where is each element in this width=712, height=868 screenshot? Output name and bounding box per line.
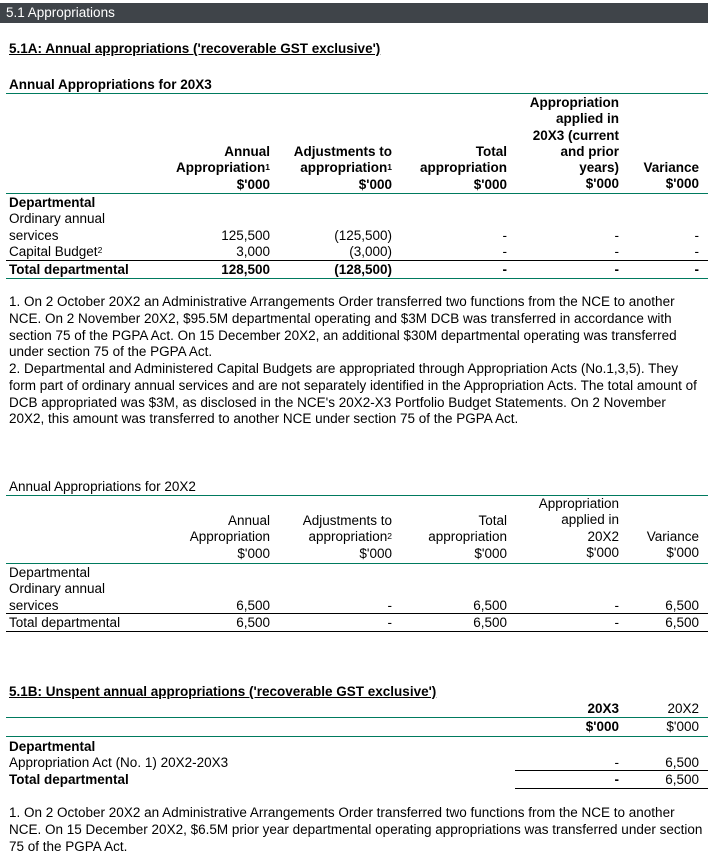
divider bbox=[6, 278, 708, 279]
column-header-appropriation-applied: Appropriation applied in 20X3 (current and prior years) $'000 bbox=[529, 95, 619, 192]
footnote-2: 2. Departmental and Administered Capital Budgets are appropriated through Appropriation Acts (No.1,3,5). They form part of ordinary annual services and are not separately identified in the Appropriation Acts. The total amount of DCB appropriated was $3M, as disclosed in the NCE's 20X2-X3 Portfolio Budget Statements. On 2 November 20X2, this amount was transferred to another NCE under section 75 of the PGPA Act. bbox=[9, 361, 697, 427]
table-cell-total: - bbox=[614, 615, 619, 630]
divider bbox=[6, 563, 708, 564]
table-cell: - bbox=[614, 244, 619, 259]
column-header-20x2: 20X2 bbox=[667, 701, 699, 716]
table-cell: - bbox=[614, 598, 619, 613]
table-cell-total: - bbox=[614, 772, 619, 787]
column-unit-20x2: $'000 bbox=[666, 719, 699, 734]
table-cell-total: 6,500 bbox=[236, 615, 270, 630]
table-cell: - bbox=[694, 244, 699, 259]
table-cell: 6,500 bbox=[236, 598, 270, 613]
divider bbox=[6, 631, 708, 632]
row-label-ordinary-annual: services bbox=[9, 598, 59, 613]
footnote-1: 1. On 2 October 20X2 an Administrative Arrangements Order transferred two functions from the NCE to another NCE. On 2 November 20X2, $95.5M departmental operating and $3M DCB was transferred in accordance with section 75 of the PGPA Act. On 15 December 20X2, an additional $30M departmental operating was transferred under section 75 of the PGPA Act. bbox=[9, 294, 677, 360]
row-label-total-departmental: Total departmental bbox=[9, 615, 121, 630]
table-cell-total: - bbox=[694, 262, 699, 277]
row-label-total-departmental: Total departmental bbox=[9, 772, 129, 787]
table-cell-total: 6,500 bbox=[473, 615, 507, 630]
table-cell: - bbox=[502, 228, 507, 243]
section-header bbox=[0, 3, 708, 23]
column-header-total-appropriation: Total appropriation $'000 bbox=[420, 144, 507, 192]
note-5-1b-heading: 5.1B: Unspent annual appropriations ('recoverable GST exclusive') bbox=[9, 684, 437, 699]
column-header-adjustments: Adjustments to appropriation$^2$ $'000 bbox=[302, 513, 392, 561]
table-cell-total: - bbox=[502, 262, 507, 277]
divider bbox=[6, 193, 708, 194]
row-group-departmental: Departmental bbox=[9, 565, 91, 580]
column-header-variance: Variance $'000 bbox=[646, 529, 699, 561]
column-header-appropriation-applied: Appropriation applied in 20X2 $'000 bbox=[538, 496, 619, 560]
column-unit-20x3: $'000 bbox=[585, 719, 619, 734]
column-header-annual-appropriation: Annual Appropriation $'000 bbox=[189, 513, 270, 561]
table-cell: 125,500 bbox=[221, 228, 270, 243]
table-cell: (3,000) bbox=[349, 244, 392, 259]
row-group-departmental: Departmental bbox=[9, 739, 96, 754]
note-5-1a-heading: 5.1A: Annual appropriations ('recoverable GST exclusive') bbox=[9, 41, 381, 56]
table-cell: 6,500 bbox=[665, 598, 699, 613]
row-label-ordinary-annual: services bbox=[9, 228, 59, 243]
table-cell: 3,000 bbox=[236, 244, 270, 259]
table-cell-total: - bbox=[614, 262, 619, 277]
section-title: 5.1 Appropriations bbox=[6, 5, 115, 20]
divider bbox=[515, 788, 708, 789]
row-label-ordinary-annual: Ordinary annual bbox=[9, 211, 106, 226]
table-cell-total: 6,500 bbox=[665, 772, 699, 787]
footnote-5-1b: 1. On 2 October 20X2 an Administrative Arrangements Order transferred two functions from the NCE to another NCE. On 15 December 20X2, $6.5M prior year departmental operating appropriations was transferred under section 75 of the PGPA Act. bbox=[9, 805, 703, 854]
table-cell: (125,500) bbox=[334, 228, 392, 243]
table-cell-total: - bbox=[387, 615, 392, 630]
column-header-annual-appropriation: Annual Appropriation$^1$ $'000 bbox=[176, 144, 270, 192]
table-cell: - bbox=[387, 598, 392, 613]
column-header-adjustments: Adjustments to appropriation$^1$ $'000 bbox=[293, 144, 392, 192]
divider bbox=[6, 736, 708, 737]
table-cell-total: 6,500 bbox=[665, 615, 699, 630]
divider bbox=[6, 717, 708, 718]
table-20x3-title: Annual Appropriations for 20X3 bbox=[9, 77, 212, 92]
table-cell-total: 128,500 bbox=[221, 262, 270, 277]
table-20x2-title: Annual Appropriations for 20X2 bbox=[9, 479, 196, 494]
table-cell: - bbox=[614, 755, 619, 770]
table-cell: - bbox=[502, 244, 507, 259]
column-header-variance: Variance $'000 bbox=[643, 160, 699, 192]
column-header-20x3: 20X3 bbox=[587, 701, 619, 716]
table-cell: - bbox=[614, 228, 619, 243]
row-group-departmental: Departmental bbox=[9, 195, 96, 210]
row-label-total-departmental: Total departmental bbox=[9, 262, 129, 277]
column-header-total-appropriation: Total appropriation $'000 bbox=[428, 513, 507, 561]
row-label-capital-budget: Capital Budget$^2$ bbox=[9, 244, 103, 259]
table-cell: 6,500 bbox=[473, 598, 507, 613]
table-cell-total: (128,500) bbox=[334, 262, 392, 277]
row-label-appropriation-act: Appropriation Act (No. 1) 20X2-20X3 bbox=[9, 755, 229, 770]
row-label-ordinary-annual: Ordinary annual bbox=[9, 581, 106, 596]
divider bbox=[6, 93, 708, 94]
table-cell: 6,500 bbox=[665, 755, 699, 770]
table-cell: - bbox=[694, 228, 699, 243]
